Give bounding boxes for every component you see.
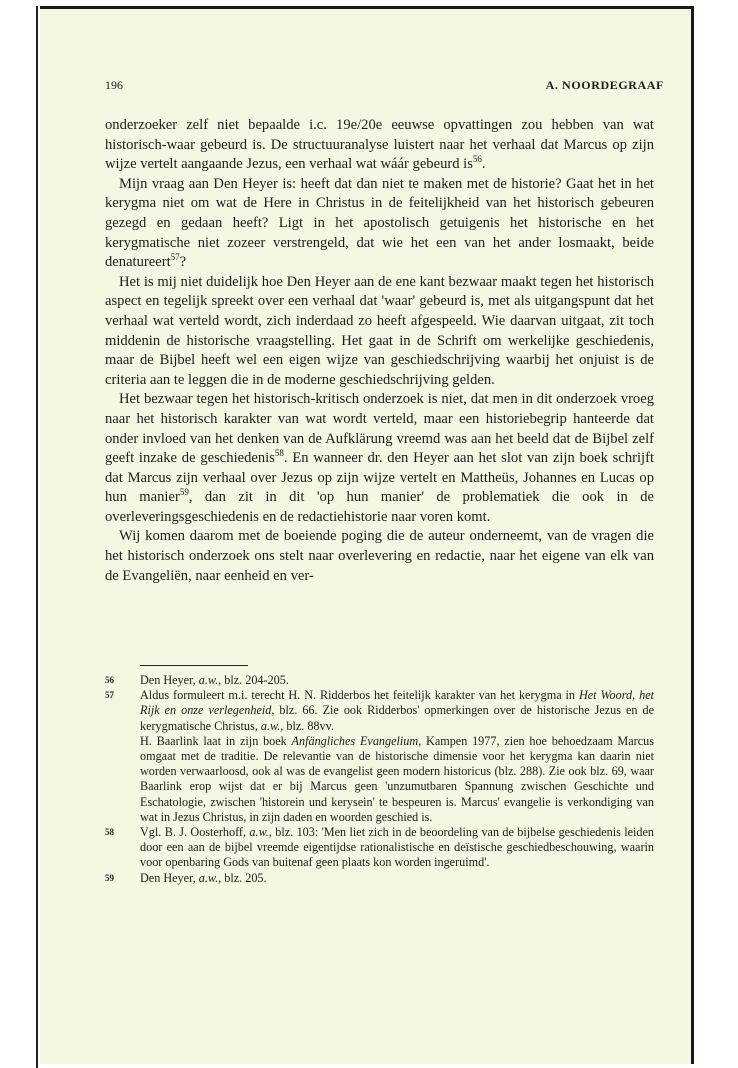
footnote-56: 56 Den Heyer, a.w., blz. 204-205.	[105, 673, 289, 687]
footnote-number: 57	[105, 690, 114, 701]
paragraph-2: Mijn vraag aan Den Heyer is: heeft dat dan niet te maken met de historie? Gaat het in het kerygma niet om wat de Here in Christus in de feitelijkheid van het historisch gebeuren gezegd en gedaan heeft? Ligt in het apostolisch getuigenis het historische en het kerygmatische niet zozeer verstrengeld, dat wie het een van het ander losmaakt, beide denatureert$^{57}$?	[105, 175, 654, 271]
footnote-ref-58: 58	[274, 448, 284, 459]
footnote-58: 58 Vgl. B. J. Oosterhoff, a.w., blz. 103: 'Men liet zich in de beoordeling van de bijbelse geschiedenis leiden door een aan de bijbel vreemde eigentijdse rationalistische en deïstische geschiedbeschouwing, waarin voor openbaring Gods van buitenaf geen plaats kon worden ingeruimd'.	[105, 825, 654, 870]
footnote-number: 59	[105, 872, 114, 883]
footnote-rule	[140, 665, 248, 666]
paragraph-1: onderzoeker zelf niet bepaalde i.c. 19e/20e eeuwse opvattingen zou hebben van wat historisch-waar gebeurd is. De structuuranalyse luistert naar het verhaal dat Marcus op zijn wijze vertelt aangaande Jezus, een verhaal wat wáár gebeurd $is^{56}$.	[105, 117, 654, 173]
footnote-number: 56	[105, 675, 114, 685]
running-head: A. NOORDEGRAAF	[545, 78, 664, 92]
footnote-number: 58	[105, 827, 114, 838]
paragraph-3: Het is mij niet duidelijk hoe Den Heyer aan de ene kant bezwaar maakt tegen het historisch aspect en tegelijk spreekt over een verhaal dat 'waar' gebeurd is, met als uitgangspunt dat het verhaal wat verteld wordt, zich inderdaad zo heeft afgespeeld. Wie daarvan uitgaat, zit toch middenin de historische vraagstelling. Het gaat in de Schrift om werkelijke geschiedenis, maar de Bijbel heeft wel een eigen wijze van geschiedschrijving waarbij het onjuist is de criteria aan te leggen die in de moderne geschiedschrijving gelden.	[105, 273, 654, 388]
footnote-ref-56: 56	[472, 154, 482, 165]
page-header	[105, 78, 664, 94]
body-text	[105, 116, 654, 586]
page-number: 196	[105, 78, 123, 92]
cited-title: Het Woord, het Rijk en onze verlegenheid	[140, 688, 654, 718]
footnote-59: 59 Den Heyer, a.w., blz. 205.	[105, 870, 267, 885]
footnote-ref-59: 59	[179, 487, 189, 498]
cited-title: Anfängliches Evangelium	[291, 733, 419, 748]
footnote-ref-57: 57	[170, 252, 180, 263]
scan-edge	[36, 6, 38, 1068]
paragraph-4: Het bezwaar tegen het historisch-kritisch onderzoek is niet, dat men in dit onderzoek vroeg naar het historisch karakter van wat wordt verteld, maar een historiebegrip hanteerde dat onder invloed van het denken van de Aufklärung vreemd was aan het beeld dat de Bijbel zelf geeft inzake de geschiedenis$^{58}$. En wanneer dr. den Heyer aan het slot van zijn boek schrijft dat Marcus zijn verhaal over Jezus op zijn wijze vertelt en Mattheüs, Johannes en Lucas op hun manier$^{59}$, dan zit in dit 'op hun manier' de problematiek die ook in de overleveringsgeschiedenis en de redactiehistorie naar voren komt.	[105, 391, 654, 525]
paragraph-5: Wij komen daarom met de boeiende poging die de auteur onderneemt, van de vragen die het historisch onderzoek ons stelt naar overlevering en redactie, naar het eigene van elk van de Evangeliën, naar eenheid en ver-	[105, 528, 654, 584]
footnote-57: 57 Aldus formuleert m.i. terecht H. N. Ridderbos het feitelijk karakter van het kerygma in Het Woord, het Rijk en onze verlegenheid, blz. 66. Zie ook Ridderbos' opmerkingen over de historische Jezus en de kerygmatische Christus, a.w., blz. 88vv. H. Baarlink laat in zijn boek Anfängliches Evangelium, Kampen 1977, zien hoe behoedzaam Marcus omgaat met de traditie. De relevantie van de historische dimensie voor het kerygma kan daarin niet worden verwaarloosd, ook al was de evangelist geen modern historicus (blz. 288). Zie ook blz. 69, waar Baarlink erop wijst dat er bij Marcus geen 'unzumutbaren Spannung zwischen Geschichte und Eschatologie, zwischen 'historein und kerysein' te bespeuren is. Marcus' evangelie is verkondiging van wat in Jezus Christus, in zijn daden en woorden geschied is.	[105, 688, 654, 824]
footnotes	[105, 673, 654, 886]
